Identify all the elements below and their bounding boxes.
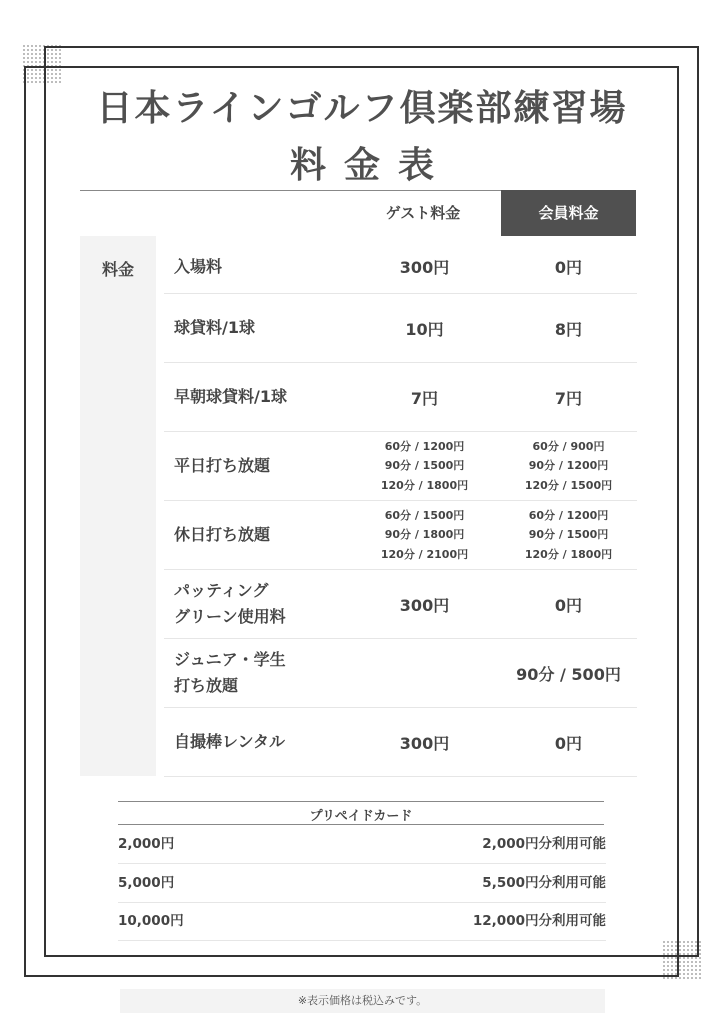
member-price-header: 会員料金: [501, 190, 636, 236]
price-row: [164, 639, 637, 708]
prepaid-price: 5,000円: [118, 875, 175, 891]
row-label: 早朝球貸料/1球: [174, 387, 287, 407]
section-label-panel: [80, 236, 156, 776]
page-subtitle: 料金表: [289, 145, 452, 186]
row-label: 自撮棒レンタル: [174, 732, 285, 752]
prepaid-value: 5,500円分利用可能: [482, 875, 606, 891]
guest-price: 10円: [405, 319, 444, 339]
price-row: [164, 708, 637, 777]
member-price: 8円: [554, 319, 583, 339]
guest-price-plans: 60分 / 1500円 90分 / 1800円 120分 / 2100円: [380, 508, 469, 561]
member-price: 0円: [554, 258, 583, 277]
row-label: パッティング グリーン使用料: [174, 581, 286, 626]
section-label: 料金: [101, 260, 134, 279]
price-row: [164, 501, 637, 570]
prepaid-price: 10,000円: [118, 913, 184, 929]
prepaid-value: 12,000円分利用可能: [472, 913, 606, 929]
member-price-plans: 60分 / 900円 90分 / 1200円 120分 / 1500円: [524, 439, 613, 492]
row-label: 休日打ち放題: [174, 525, 271, 545]
prepaid-divider-top: [118, 801, 604, 802]
prepaid-price: 2,000円: [118, 836, 175, 852]
row-label: 入場料: [174, 256, 223, 276]
member-price: 0円: [554, 595, 583, 615]
row-label: ジュニア・学生 打ち放題: [174, 650, 286, 695]
guest-price-plans: 60分 / 1200円 90分 / 1500円 120分 / 1800円: [380, 439, 469, 492]
member-price: 7円: [554, 388, 583, 408]
member-price: 0円: [554, 733, 583, 753]
guest-price: 300円: [399, 733, 450, 753]
prepaid-card-title: プリペイドカード: [309, 809, 413, 824]
prepaid-value: 2,000円分利用可能: [482, 836, 606, 852]
prepaid-row: [118, 902, 606, 941]
guest-price: 300円: [399, 258, 450, 277]
page-title: 日本ラインゴルフ倶楽部練習場: [96, 88, 628, 129]
price-row: [164, 294, 637, 363]
price-row: [164, 240, 637, 294]
price-row: [164, 432, 637, 501]
member-price: 90分 / 500円: [516, 664, 621, 684]
row-label: 平日打ち放題: [174, 456, 271, 476]
prepaid-row: [118, 825, 606, 864]
price-row: [164, 363, 637, 432]
guest-price-header: ゲスト料金: [385, 204, 461, 222]
tax-note: ※表示価格は税込みです。: [120, 989, 605, 1013]
guest-price: 300円: [399, 595, 450, 615]
price-row: [164, 570, 637, 639]
prepaid-row: [118, 864, 606, 903]
row-label: 球貸料/1球: [174, 318, 255, 338]
member-price-plans: 60分 / 1200円 90分 / 1500円 120分 / 1800円: [524, 508, 613, 561]
guest-price: 7円: [410, 388, 439, 408]
